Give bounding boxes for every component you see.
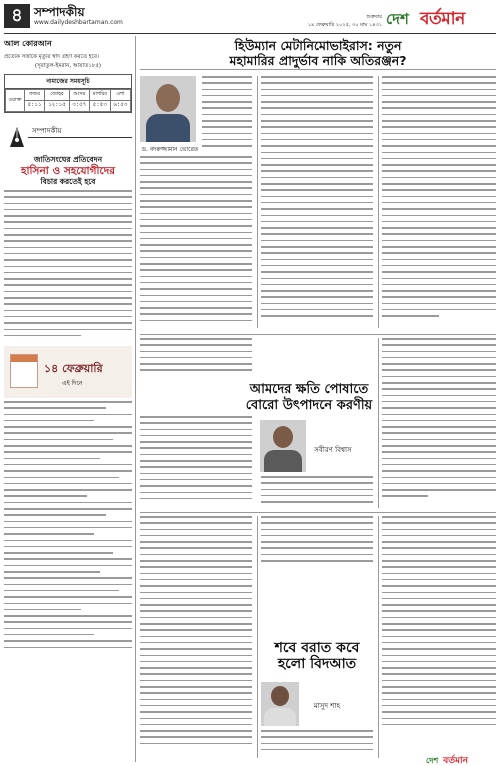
quote-title: আল কোরআন	[4, 39, 52, 48]
prayer-times-box	[4, 74, 132, 113]
footer-logo-bartaman: বর্তমান	[443, 756, 469, 766]
article-2-headline	[224, 382, 394, 414]
article-2-body-col3	[382, 338, 496, 508]
calendar-icon	[10, 354, 38, 388]
article-3-body-col2-bottom	[261, 730, 373, 758]
article-1-byline: ড. বদরুজ্জামান ভোরেত	[141, 146, 199, 153]
article-2-body-col2	[261, 476, 373, 508]
main-content	[140, 36, 496, 762]
editorial-title-top: জাতিসংঘের প্রতিবেদন	[33, 155, 103, 164]
article-3-body-col1	[140, 516, 252, 758]
prayer-label: মাগরিব	[89, 90, 110, 101]
prayer-time: ৫:১১	[24, 101, 44, 112]
prayer-label: ফজর	[24, 90, 44, 101]
article-1-headline	[140, 36, 496, 70]
article-2-byline: সবীরণ বিশ্বাস	[314, 446, 352, 454]
prayer-time: ৫:৫৩	[89, 101, 110, 112]
editorial-title-big: হাসিনা ও সহযোগীদের	[20, 165, 115, 177]
article-3-headline	[261, 640, 373, 672]
logo-desh: দেশ	[386, 10, 409, 28]
article-2-left-col	[140, 338, 252, 378]
prayer-label: এশা	[110, 90, 130, 101]
article-1-author-photo	[140, 76, 196, 142]
prayer-time: ৬:৫৩	[110, 101, 130, 112]
fountain-pen-icon	[6, 123, 28, 149]
newspaper-logo	[386, 4, 496, 30]
on-this-day-label: এই দিনে	[62, 380, 83, 387]
date-text: ১৪ ফেব্রুয়ারি ২০২৫, ৩০ মাঘ ১৪৩১	[307, 22, 382, 28]
article-3-title-line2: হলো বিদআত	[277, 656, 357, 672]
editorial-label: সম্পাদকীয়	[32, 127, 62, 135]
footer-logo-desh: দেশ	[426, 756, 439, 765]
left-column	[4, 36, 136, 762]
prayer-table	[5, 89, 131, 112]
article-2-title-line2: বোরো উৎপাদনে করণীয়	[245, 398, 373, 413]
quote-text: প্রত্যেক সত্তাকে মৃত্যুর স্বাদ গ্রহণ করতে হবে।	[4, 54, 99, 60]
logo-bartaman: বর্তমান	[420, 9, 465, 29]
article-3-byline: মাসুদ শাহ	[313, 702, 341, 710]
prayer-label: আসর	[69, 90, 89, 101]
editorial-body	[4, 190, 132, 342]
quote-source: (সূরাতুল-ইমরান, আয়াত১৮৫)	[34, 63, 102, 69]
prayer-row-label: ওয়াক্ত	[6, 90, 25, 112]
editorial-divider	[28, 137, 132, 138]
prayer-heading: নামাজের সময়সূচি	[5, 75, 131, 89]
on-this-day-date: ১৪ ফেব্রুয়ারি	[44, 362, 103, 375]
editorial-title	[4, 155, 132, 187]
article-2-title-line1: আমদের ক্ষতি পোষাতে	[249, 382, 369, 397]
article-2-body-col1	[140, 416, 252, 508]
page-header	[4, 4, 496, 34]
article-3-body-col3	[382, 516, 496, 738]
article-3-title-line1: শবে বরাত কবে	[274, 640, 360, 656]
editorial-title-bottom: বিচার করতেই হবে	[40, 177, 96, 186]
article-1-body-col4	[382, 76, 496, 328]
article-1-body-col2	[202, 76, 252, 152]
section-title: সম্পাদকীয়	[34, 5, 85, 19]
article-1-body-col1	[140, 156, 252, 328]
weekday: শুক্রবার	[366, 14, 382, 20]
website-url[interactable]: www.dailydeshbartaman.com	[34, 19, 123, 26]
article-1-title-line2: মহামারির প্রাদুর্ভাব নাকি অতিরঞ্জন?	[229, 53, 407, 68]
article-2-author-photo	[260, 420, 306, 472]
article-1-title-line1: হিউম্যান মেটানিমোভাইরাস: নতুন	[234, 38, 402, 53]
issue-date	[262, 14, 382, 30]
article-3-author-photo	[261, 682, 299, 726]
article-1-body-col3	[261, 76, 373, 328]
article-3-body-col2-top	[261, 516, 373, 566]
footer-logo	[426, 748, 496, 766]
editorial-header	[4, 119, 132, 153]
prayer-time: ১২:১৫	[45, 101, 70, 112]
page-number: ৪	[4, 4, 30, 28]
on-this-day-banner	[4, 346, 132, 398]
on-this-day-list	[4, 401, 132, 659]
prayer-time: ৩:৫৭	[69, 101, 89, 112]
prayer-label: জোহর	[45, 90, 70, 101]
